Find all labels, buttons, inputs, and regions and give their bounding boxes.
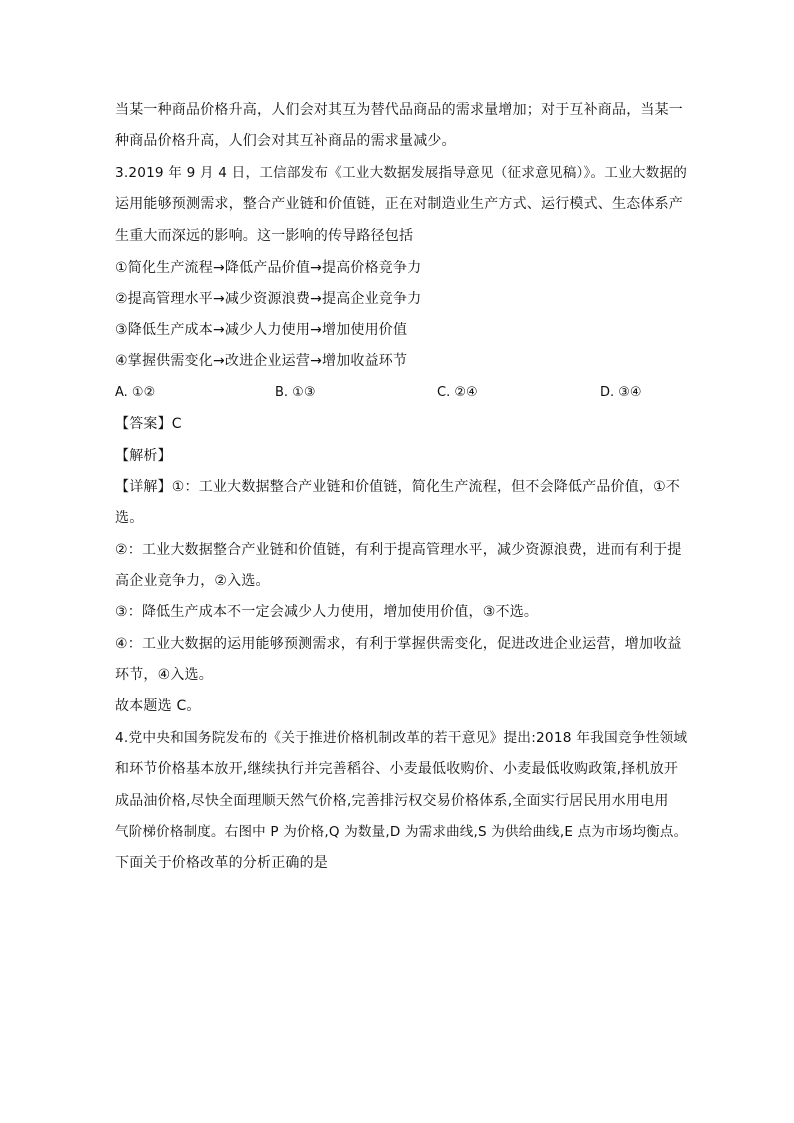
question-3-line-2: 运用能够预测需求，整合产业链和价值链，正在对制造业生产方式、运行模式、生态体系产 bbox=[115, 196, 683, 212]
text-line-1: 当某一种商品价格升高，人们会对其互为替代品商品的需求量增加；对于互补商品，当某一 bbox=[115, 102, 683, 118]
detail-line-6: ④：工业大数据的运用能够预测需求，有利于掌握供需变化，促进改进企业运营，增加收益 bbox=[115, 636, 682, 652]
option-a: A. ①② bbox=[115, 385, 156, 400]
question-3-line-1: 3.2019 年 9 月 4 日，工信部发布《工业大数据发展指导意见（征求意见稿）》。工业大数据的 bbox=[115, 165, 688, 181]
detail-line-4: 高企业竞争力，②入选。 bbox=[115, 573, 270, 589]
statement-3: ③降低生产成本→减少人力使用→增加使用价值 bbox=[115, 322, 408, 338]
text-line-2: 种商品价格升高，人们会对其互补商品的需求量减少。 bbox=[115, 133, 456, 149]
analysis-heading: 【解析】 bbox=[115, 448, 172, 464]
question-4-line-1: 4.党中央和国务院发布的《关于推进价格机制改革的若干意见》提出:2018 年我国竞争性领域 bbox=[115, 730, 688, 746]
option-d: D. ③④ bbox=[600, 385, 642, 400]
detail-line-1: 【详解】①：工业大数据整合产业链和价值链，简化生产流程，但不会降低产品价值，①不 bbox=[115, 479, 681, 495]
detail-line-2: 选。 bbox=[115, 510, 144, 526]
statement-1: ①简化生产流程→降低产品价值→提高价格竞争力 bbox=[115, 260, 422, 276]
statement-4: ④掌握供需变化→改进企业运营→增加收益环节 bbox=[115, 353, 408, 369]
question-4-line-5: 下面关于价格改革的分析正确的是 bbox=[115, 855, 328, 871]
detail-line-3: ②：工业大数据整合产业链和价值链，有利于提高管理水平，减少资源浪费，进而有利于提 bbox=[115, 542, 682, 558]
option-c: C. ②④ bbox=[437, 385, 478, 400]
statement-2: ②提高管理水平→减少资源浪费→提高企业竞争力 bbox=[115, 291, 422, 307]
question-4-line-4: 气阶梯价格制度。右图中 P 为价格,Q 为数量,D 为需求曲线,S 为供给曲线,E 点为市场均衡点。 bbox=[115, 824, 688, 840]
answer-line: 【答案】C bbox=[115, 416, 182, 432]
detail-line-7: 环节，④入选。 bbox=[115, 667, 213, 683]
detail-line-5: ③：降低生产成本不一定会减少人力使用，增加使用价值，③不选。 bbox=[115, 604, 539, 620]
option-b: B. ①③ bbox=[275, 385, 316, 400]
conclusion-line: 故本题选 C。 bbox=[115, 698, 201, 714]
question-4-line-2: 和环节价格基本放开,继续执行并完善稻谷、小麦最低收购价、小麦最低收购政策,择机放开 bbox=[115, 761, 679, 777]
question-4-line-3: 成品油价格,尽快全面理顺天然气价格,完善排污权交易价格体系,全面实行居民用水用电用 bbox=[115, 793, 669, 809]
question-3-line-3: 生重大而深远的影响。这一影响的传导路径包括 bbox=[115, 228, 414, 244]
